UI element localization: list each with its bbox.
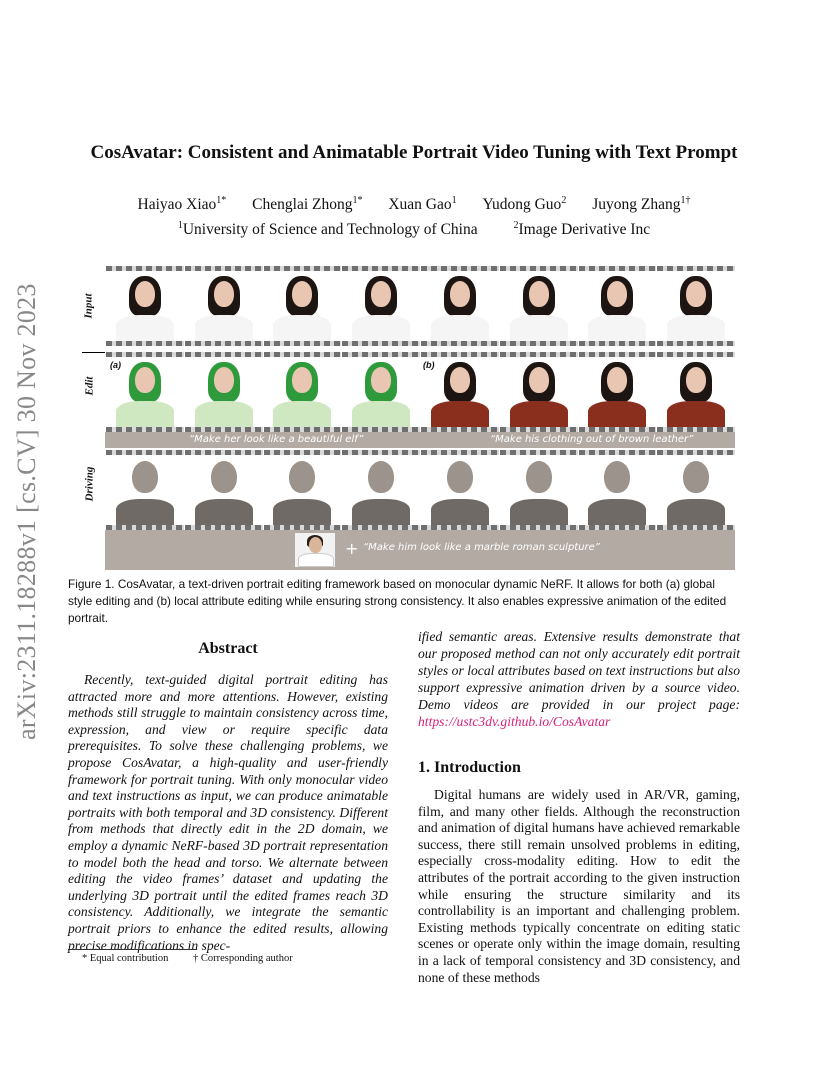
driving-prompt-bar	[105, 530, 735, 570]
footnotes	[82, 953, 315, 964]
panel-tag-a: (a)	[110, 360, 121, 370]
video-frame	[263, 352, 342, 432]
author-list	[0, 195, 828, 214]
author: Xuan Gao$^1$	[388, 195, 457, 214]
arxiv-identifier: arXiv:2311.18288v1 [cs.CV] 30 Nov 2023	[12, 283, 41, 740]
video-frame	[499, 450, 578, 530]
affiliation-list	[0, 220, 828, 239]
paper-title: CosAvatar: Consistent and Animatable Portrait Video Tuning with Text Prompt	[90, 142, 738, 163]
video-frame	[184, 450, 263, 530]
abstract-heading: Abstract	[198, 640, 258, 657]
video-frame	[656, 450, 735, 530]
row-divider	[82, 352, 106, 353]
thumb-head	[309, 537, 322, 553]
left-column	[68, 640, 388, 954]
video-frame	[578, 352, 657, 432]
video-frame	[420, 450, 499, 530]
figure-caption: Figure 1. CosAvatar, a text-driven portrait editing framework based on monocular dynamic NeRF. It allows for both (a) global style editing and (b) local attribute editing while ensuring strong consistency. It also enables expressive animation of the edited portrait.	[68, 577, 727, 625]
prompt-leather: “Make his clothing out of brown leather”	[490, 434, 694, 445]
video-frame	[105, 266, 184, 346]
abstract-continuation: ified semantic areas. Extensive results demonstrate that our proposed method can not only accurately edit portrait styles or local attributes based on text instructions but also support expressive animation driven by a source video. Demo videos are provided in our project page: https://ustc3dv.github.io/CosAvatar	[418, 629, 740, 729]
thumb-torso	[298, 553, 334, 567]
video-frame	[341, 266, 420, 346]
video-frame	[341, 450, 420, 530]
video-frame	[420, 266, 499, 346]
video-frame	[263, 450, 342, 530]
video-frame	[499, 352, 578, 432]
input-frames-row	[105, 266, 735, 346]
project-link[interactable]: https://ustc3dv.github.io/CosAvatar	[418, 714, 611, 729]
introduction-heading: 1. Introduction	[418, 759, 521, 776]
teaser-figure	[80, 264, 740, 570]
edit-prompt-bar	[105, 432, 735, 448]
video-frame	[263, 266, 342, 346]
footnote-rule	[68, 949, 196, 950]
prompt-elf: “Make her look like a beautiful elf”	[189, 434, 364, 445]
footnote-equal: * Equal contribution	[82, 953, 169, 964]
video-frame	[578, 450, 657, 530]
author: Juyong Zhang$^{1\dagger}$	[592, 195, 691, 214]
video-frame	[341, 352, 420, 432]
video-frame	[184, 266, 263, 346]
video-frame	[105, 450, 184, 530]
panel-tag-b: (b)	[423, 360, 435, 370]
row-label-edit: Edit	[83, 376, 96, 396]
source-video-thumbnail	[295, 533, 335, 567]
right-column	[418, 628, 740, 986]
plus-sign: +	[345, 539, 359, 558]
video-frame	[499, 266, 578, 346]
driving-frames-row	[105, 450, 735, 530]
edit-frames-row	[105, 352, 735, 432]
introduction-text: Digital humans are widely used in AR/VR, gaming, film, and many other fields. Although the reconstruction and animation of digital humans have achieved remarkable success, there still remain unsolved problems in editing, especially cross-modality editing. How to edit the attributes of the portrait according to the given instruction while ensuring the structure similarity and its controllability is an important and challenging problem. Existing methods typically concentrate on editing static scenes or operate only within the image domain, resulting in a lack of temporal consistency and 3D consistency, and none of these methods	[418, 787, 740, 985]
abstract-text: Recently, text-guided digital portrait editing has attracted more and more attentions. However, existing methods still struggle to maintain consistency across time, expression, and view or require specific data prerequisites. To solve these challenging problems, we propose CosAvatar, a high-quality and user-friendly framework for portrait tuning. With only monocular video and text instructions as input, we can produce animatable portraits with both temporal and 3D consistency. Different from methods that directly edit in the 2D domain, we employ a dynamic NeRF-based 3D portrait representation to model both the head and torso. We alternate between editing the video frames’ dataset and updating the underlying 3D portrait until the edited frames reach 3D consistency. Additionally, we integrate the semantic portrait priors to enhance the edited results, allowing precise modifications in spec-	[68, 672, 388, 953]
affiliation: $^1$University of Science and Technology of China	[177, 220, 478, 239]
affiliation: $^2$Image Derivative Inc	[513, 220, 651, 239]
video-frame	[184, 352, 263, 432]
prompt-marble: “Make him look like a marble roman sculpture”	[363, 542, 600, 553]
row-label-input: Input	[82, 293, 95, 319]
video-frame	[656, 352, 735, 432]
author: Yudong Guo$^2$	[482, 195, 567, 214]
video-frame	[656, 266, 735, 346]
row-label-driving: Driving	[83, 466, 96, 502]
video-frame	[578, 266, 657, 346]
author: Haiyao Xiao$^{1*}$	[137, 195, 227, 214]
author: Chenglai Zhong$^{1*}$	[252, 195, 363, 214]
footnote-corresponding: † Corresponding author	[192, 953, 293, 964]
